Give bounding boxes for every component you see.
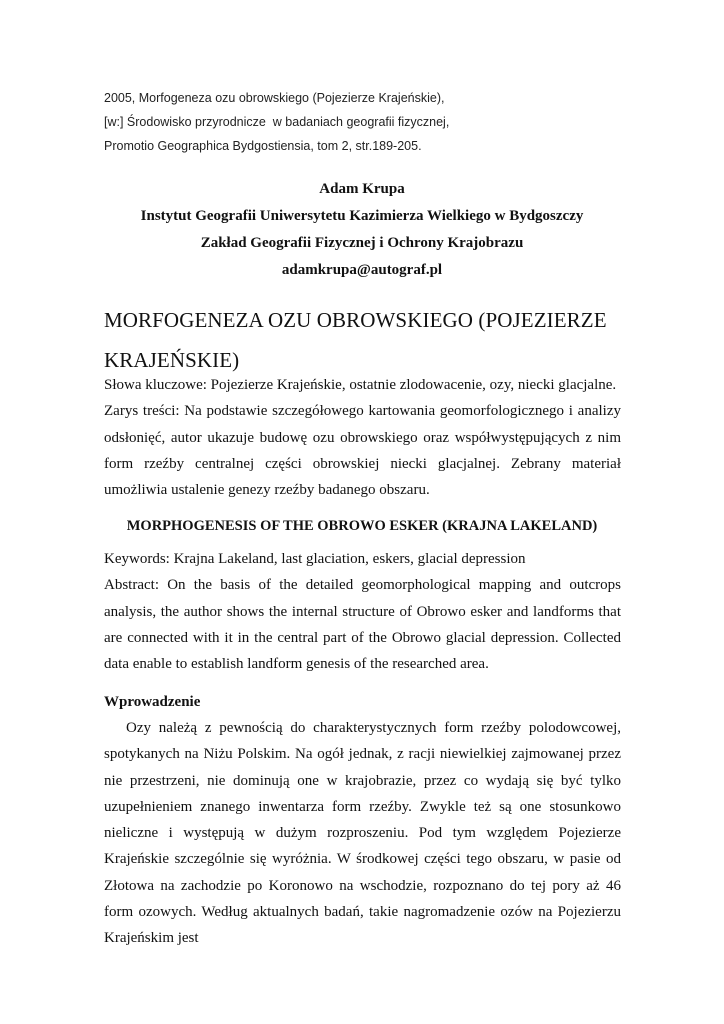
polish-keywords: Słowa kluczowe: Pojezierze Krajeńskie, ostatnie zlodowacenie, ozy, niecki glacjalne. [104,377,617,393]
english-title: MORPHOGENESIS OF THE OBROWO ESKER (KRAJNA LAKELAND) [126,518,598,534]
author-email: adamkrupa@autograf.pl [281,262,443,278]
paper-title: MORFOGENEZA OZU OBROWSKIEGO (POJEZIERZE KRAJEŃSKIE) [104,308,607,372]
polish-abstract-block [104,372,621,503]
introduction-paragraph: Ozy należą z pewnością do charakterystycznych form rzeźby polodowcowej, spotykanych na Niżu Polskim. Na ogół jednak, z racji niewielkiej zajmowanej przez nie przestrzeni, nie dominują one w krajobrazie, przez co wydają się być tylko uzupełnieniem znanego inwentarza form rzeźby. Zwykle też są one stosunkowo nieliczne i występują w dużym rozproszeniu. Pod tym względem Pojezierze Krajeńskie szczególnie się wyróżnia. W środkowej części tego obszaru, w pasie od Złotowa na zachodzie po Koronowo na wschodzie, rozpoznano do tej pory aż 46 form ozowych. Według aktualnych badań, takie nagromadzenie ozów na Pojezierzu Krajeńskim jest [104,720,621,947]
author-name: Adam Krupa [319,181,405,197]
author-department: Zakład Geografii Fizycznej i Ochrony Krajobrazu [200,235,524,251]
polish-abstract: Zarys treści: Na podstawie szczegółowego kartowania geomorfologicznego i analizy odsłonięć, autor ukazuje budowę ozu obrowskiego oraz współwystępujących z nim form rzeźby centralnej części obrowskiej niecki glacjalnej. Zebrany materiał umożliwia ustalenie genezy rzeźby badanego obszaru. [104,403,621,499]
introduction-block [104,715,621,952]
english-keywords: Keywords: Krajna Lakeland, last glaciation, eskers, glacial depression [104,551,526,567]
author-affiliation [0,176,724,284]
english-abstract-block [104,546,621,677]
citation-line: [w:] Środowisko przyrodnicze w badaniach geografii fizycznej, [104,115,450,129]
citation-line: 2005, Morfogeneza ozu obrowskiego (Pojezierze Krajeńskie), [104,91,445,105]
citation-line: Promotio Geographica Bydgostiensia, tom 2, str.189-205. [104,139,422,153]
citation-reference [104,86,449,158]
section-heading: Wprowadzenie [104,694,201,710]
english-abstract: Abstract: On the basis of the detailed geomorphological mapping and outcrops analysis, the author shows the internal structure of Obrowo esker and landforms that are connected with it in the central part of the Obrowo glacial depression. Collected data enable to establish landform genesis of the researched area. [104,577,621,673]
author-institute: Instytut Geografii Uniwersytetu Kazimierza Wielkiego w Bydgoszczy [140,208,584,224]
